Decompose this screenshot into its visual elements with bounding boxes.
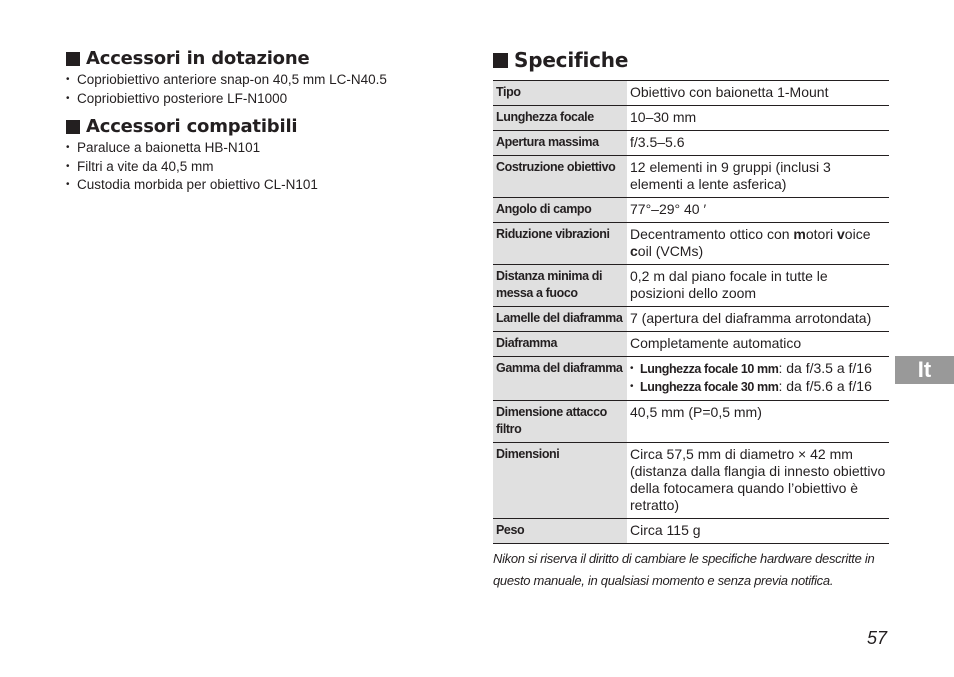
spec-label: Distanza minima di messa a fuoco [493, 265, 627, 307]
page-number: 57 [867, 628, 888, 648]
table-row [493, 332, 889, 357]
spec-value: 10–30 mm [630, 109, 697, 125]
spec-label: Apertura massima [493, 131, 627, 156]
right-column [493, 48, 889, 592]
spec-label: Costruzione obiettivo [493, 156, 627, 198]
spec-label: Angolo di campo [493, 198, 627, 223]
list-item: • Custodia morbida per obiettivo CL-N101 [66, 176, 446, 195]
aperture-range-item [630, 360, 886, 378]
value-emphasis: v [837, 226, 845, 242]
value-text: otori [805, 226, 837, 242]
table-row [493, 223, 889, 265]
subitem-value: : da f/5.6 a f/16 [778, 378, 872, 394]
table-row [493, 265, 889, 307]
subitem-value: : da f/3.5 a f/16 [778, 360, 872, 376]
spec-label: Dimensione attacco filtro [493, 401, 627, 443]
spec-label: Lunghezza focale [493, 106, 627, 131]
compatible-accessories-title: Accessori compatibili [86, 116, 298, 137]
list-item: • Copriobiettivo anteriore snap-on 40,5 mm LC-N40.5 [66, 71, 446, 90]
spec-value: Completamente automatico [630, 335, 802, 351]
spec-value: Circa 57,5 mm di diametro × 42 mm (distanza dalla flangia di innesto obiettivo della fotocamera quando l’obiettivo è retratto) [630, 446, 886, 513]
value-text: oice [844, 226, 871, 242]
subitem-key: Lunghezza focale 30 mm [640, 380, 779, 394]
spec-value: 40,5 mm (P=0,5 mm) [630, 404, 762, 420]
left-column [66, 48, 446, 203]
table-row [493, 401, 889, 443]
language-tab: It [895, 356, 954, 384]
list-item: • Filtri a vite da 40,5 mm [66, 158, 446, 177]
spec-label: Tipo [493, 81, 627, 106]
list-item: • Copriobiettivo posteriore LF-N1000 [66, 90, 446, 109]
spec-label: Dimensioni [493, 443, 627, 519]
spec-value: 7 (apertura del diaframma arrotondata) [630, 310, 872, 326]
included-accessories-title: Accessori in dotazione [86, 48, 310, 69]
included-accessories-heading [66, 48, 446, 69]
spec-label: Gamma del diaframma [493, 357, 627, 401]
square-bullet-icon [66, 120, 80, 134]
aperture-range-item [630, 378, 886, 396]
square-bullet-icon [66, 52, 80, 66]
spec-value [627, 357, 889, 401]
value-emphasis: c [630, 243, 638, 259]
table-row [493, 131, 889, 156]
table-row [493, 357, 889, 401]
compatible-accessories-heading [66, 116, 446, 137]
value-text: Decentramento ottico con [630, 226, 794, 242]
table-row [493, 443, 889, 519]
value-emphasis: m [793, 226, 806, 242]
list-item: • Paraluce a baionetta HB-N101 [66, 139, 446, 158]
spec-label: Lamelle del diaframma [493, 307, 627, 332]
specs-disclaimer: Nikon si riserva il diritto di cambiare le specifiche hardware descritte in questo manuale, in qualsiasi momento e senza previa notifica. [493, 551, 875, 588]
table-row [493, 106, 889, 131]
spec-value: 77°–29° 40 ′ [630, 201, 707, 217]
spec-label: Diaframma [493, 332, 627, 357]
spec-value: 12 elementi in 9 gruppi (inclusi 3 elementi a lente asferica) [630, 159, 831, 192]
table-row [493, 198, 889, 223]
table-row [493, 156, 889, 198]
spec-label: Peso [493, 519, 627, 544]
square-bullet-icon [493, 53, 508, 68]
specs-title: Specifiche [514, 48, 629, 72]
spec-value: Obiettivo con baionetta 1-Mount [630, 84, 829, 100]
spec-value: Circa 115 g [630, 522, 701, 538]
included-accessories-list [66, 71, 446, 108]
table-row [493, 519, 889, 544]
spec-label: Riduzione vibrazioni [493, 223, 627, 265]
specs-table [493, 80, 889, 544]
value-text: oil (VCMs) [637, 243, 704, 259]
subitem-key: Lunghezza focale 10 mm [640, 362, 779, 376]
specs-heading [493, 48, 889, 72]
spec-value: f/3.5–5.6 [630, 134, 685, 150]
table-row [493, 307, 889, 332]
spec-value: 0,2 m dal piano focale in tutte le posizioni dello zoom [630, 268, 828, 301]
spec-value [627, 223, 889, 265]
compatible-accessories-list [66, 139, 446, 195]
table-row [493, 81, 889, 106]
